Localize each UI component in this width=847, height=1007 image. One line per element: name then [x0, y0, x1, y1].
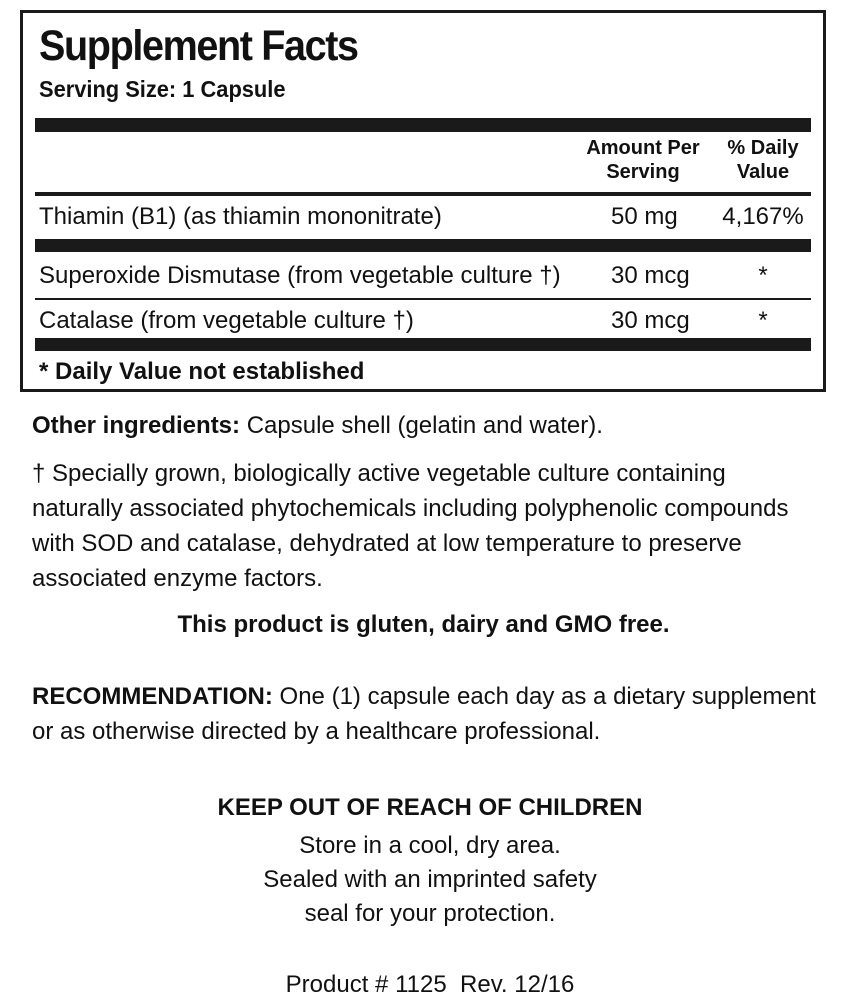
daily-value-footnote: * Daily Value not established [39, 358, 365, 385]
storage-instruction: Store in a cool, dry area. [299, 832, 561, 859]
nutrient-name: Superoxide Dismutase (from vegetable culture †) [39, 262, 561, 289]
serving-size: Serving Size: 1 Capsule [39, 76, 286, 102]
nutrient-daily-value: 4,167% [722, 203, 804, 230]
facts-title: Supplement Facts [39, 22, 358, 70]
thick-divider [35, 239, 811, 252]
other-ingredients-label: Other ingredients: [32, 412, 241, 439]
medium-divider [35, 192, 811, 196]
nutrient-name: Thiamin (B1) (as thiamin mononitrate) [39, 203, 442, 230]
column-header-dv-line1: % Daily [727, 137, 799, 159]
thick-divider [35, 338, 811, 351]
column-header-amount-line1: Amount Per [586, 137, 700, 159]
recommendation-text: One (1) capsule each day as a dietary supplement or as otherwise directed by a healthcare professional. [32, 683, 816, 745]
thin-divider [35, 298, 811, 300]
thick-divider [35, 118, 811, 132]
column-header-amount [568, 136, 718, 184]
recommendation-label: RECOMMENDATION: [32, 683, 273, 710]
seal-notice-line1: Sealed with an imprinted safety [263, 866, 597, 893]
seal-notice-line2: seal for your protection. [304, 900, 556, 927]
nutrient-daily-value: * [758, 307, 768, 334]
column-header-dv-line2: Value [736, 161, 790, 183]
column-header-daily-value [713, 136, 813, 184]
nutrient-name: Catalase (from vegetable culture †) [39, 307, 414, 334]
column-header-amount-line2: Serving [606, 161, 680, 183]
product-number: Product # 1125 Rev. 12/16 [285, 971, 575, 998]
nutrient-daily-value: * [758, 262, 768, 289]
other-ingredients-text: Capsule shell (gelatin and water). [240, 412, 603, 439]
vegetable-culture-note: † Specially grown, biologically active vegetable culture containing naturally associated phytochemicals including polyphenolic compounds with SOD and catalase, dehydrated at low temperature to preserve associated enzyme factors. [32, 460, 789, 592]
nutrient-amount: 30 mcg [611, 262, 690, 289]
recommendation [32, 679, 822, 749]
nutrient-amount: 30 mcg [611, 307, 690, 334]
nutrient-amount: 50 mg [611, 203, 678, 230]
keep-out-of-reach-warning: KEEP OUT OF REACH OF CHILDREN [217, 794, 643, 821]
other-ingredients [32, 408, 822, 443]
gluten-dairy-gmo-free-statement: This product is gluten, dairy and GMO free. [177, 611, 670, 638]
supplement-facts-panel [20, 10, 826, 392]
